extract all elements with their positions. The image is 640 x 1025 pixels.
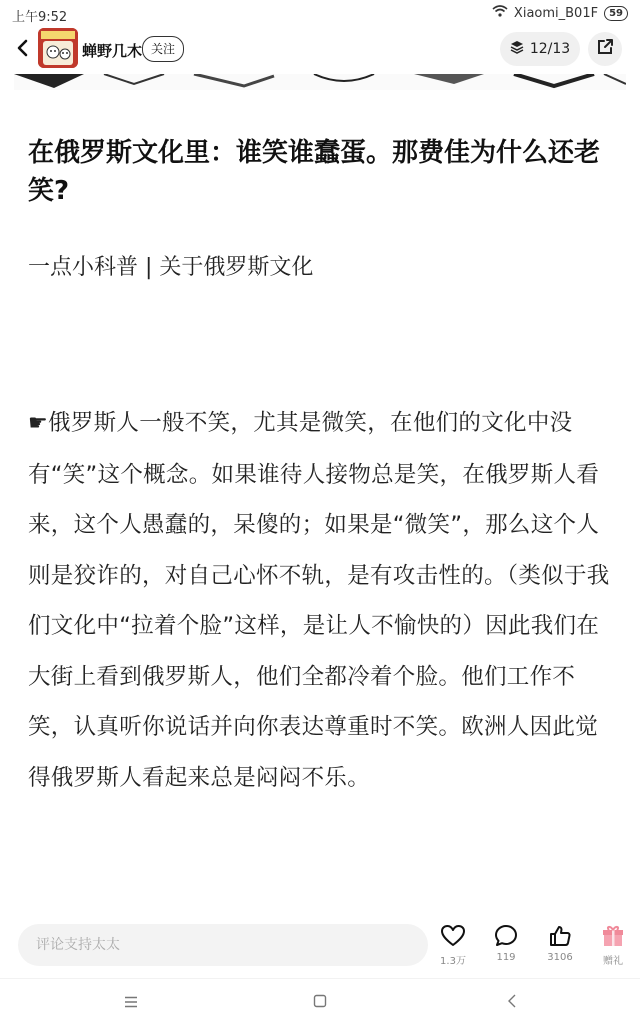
menu-icon xyxy=(124,993,138,1012)
pointing-hand-icon: ☛ xyxy=(28,411,49,436)
square-icon xyxy=(313,993,327,1012)
author-name[interactable]: 蝉野几木 xyxy=(82,42,143,60)
article-title: 在俄罗斯文化里：谁笑谁蠢蛋。那费佳为什么还老笑? xyxy=(28,138,601,206)
gift-label: 赠礼 xyxy=(603,956,623,967)
status-right-group xyxy=(492,5,628,21)
comment-count: 119 xyxy=(496,952,516,963)
nav-home-button[interactable] xyxy=(305,989,335,1015)
status-time: 上午9:52 xyxy=(12,10,68,25)
system-nav-bar xyxy=(0,978,640,1025)
thumbs-up-icon xyxy=(535,922,585,950)
wifi-icon xyxy=(492,5,508,21)
like-count: 1.3万 xyxy=(440,956,466,967)
battery-icon: 59 xyxy=(604,6,628,21)
article-body-text: 俄罗斯人一般不笑，尤其是微笑，在他们的文化中没有“笑”这个概念。如果谁待人接物总是笑，在俄罗斯人看来，这个人愚蠢的，呆傻的；如果是“微笑”，那么这个人则是狡诈的，对自己心怀不轨，是有攻击性的。（类似于我们文化中“拉着个脸”这样，是让人不愉快的）因此我们在大街上看到俄罗斯人，他们全都冷着个脸。他们工作不笑，认真听你说话并向你表达尊重时不笑。欧洲人因此觉得俄罗斯人看起来总是闷闷不乐。 xyxy=(28,410,610,791)
avatar[interactable] xyxy=(38,28,78,68)
thumbs-up-button[interactable] xyxy=(535,922,585,963)
back-button[interactable] xyxy=(10,36,34,64)
back-triangle-icon xyxy=(507,993,517,1012)
status-bar xyxy=(0,0,640,28)
thumbs-up-count: 3106 xyxy=(547,952,573,963)
chevron-left-icon xyxy=(16,39,28,61)
heart-icon xyxy=(428,922,478,950)
network-name: Xiaomi_B01F xyxy=(513,5,599,21)
article-subtitle: 一点小科普 | 关于俄罗斯文化 xyxy=(28,255,314,280)
bottom-action-bar xyxy=(0,912,640,978)
share-icon xyxy=(596,38,614,60)
gift-icon xyxy=(588,922,638,950)
layers-icon xyxy=(510,40,524,58)
article-image-bottom-edge xyxy=(14,74,626,90)
nav-back-button[interactable] xyxy=(497,989,527,1015)
page-counter-text: 12/13 xyxy=(529,41,571,57)
gift-button[interactable] xyxy=(588,922,638,967)
follow-button[interactable]: 关注 xyxy=(142,36,184,62)
comment-bubble-icon xyxy=(481,922,531,950)
nav-menu-button[interactable] xyxy=(116,989,146,1015)
comment-input[interactable]: 评论支持太太 xyxy=(18,924,428,966)
page-counter-button[interactable] xyxy=(500,32,580,66)
comment-button[interactable] xyxy=(481,922,531,963)
like-button[interactable] xyxy=(428,922,478,967)
share-button[interactable] xyxy=(588,32,622,66)
article-body xyxy=(28,398,612,803)
app-header xyxy=(0,28,640,74)
